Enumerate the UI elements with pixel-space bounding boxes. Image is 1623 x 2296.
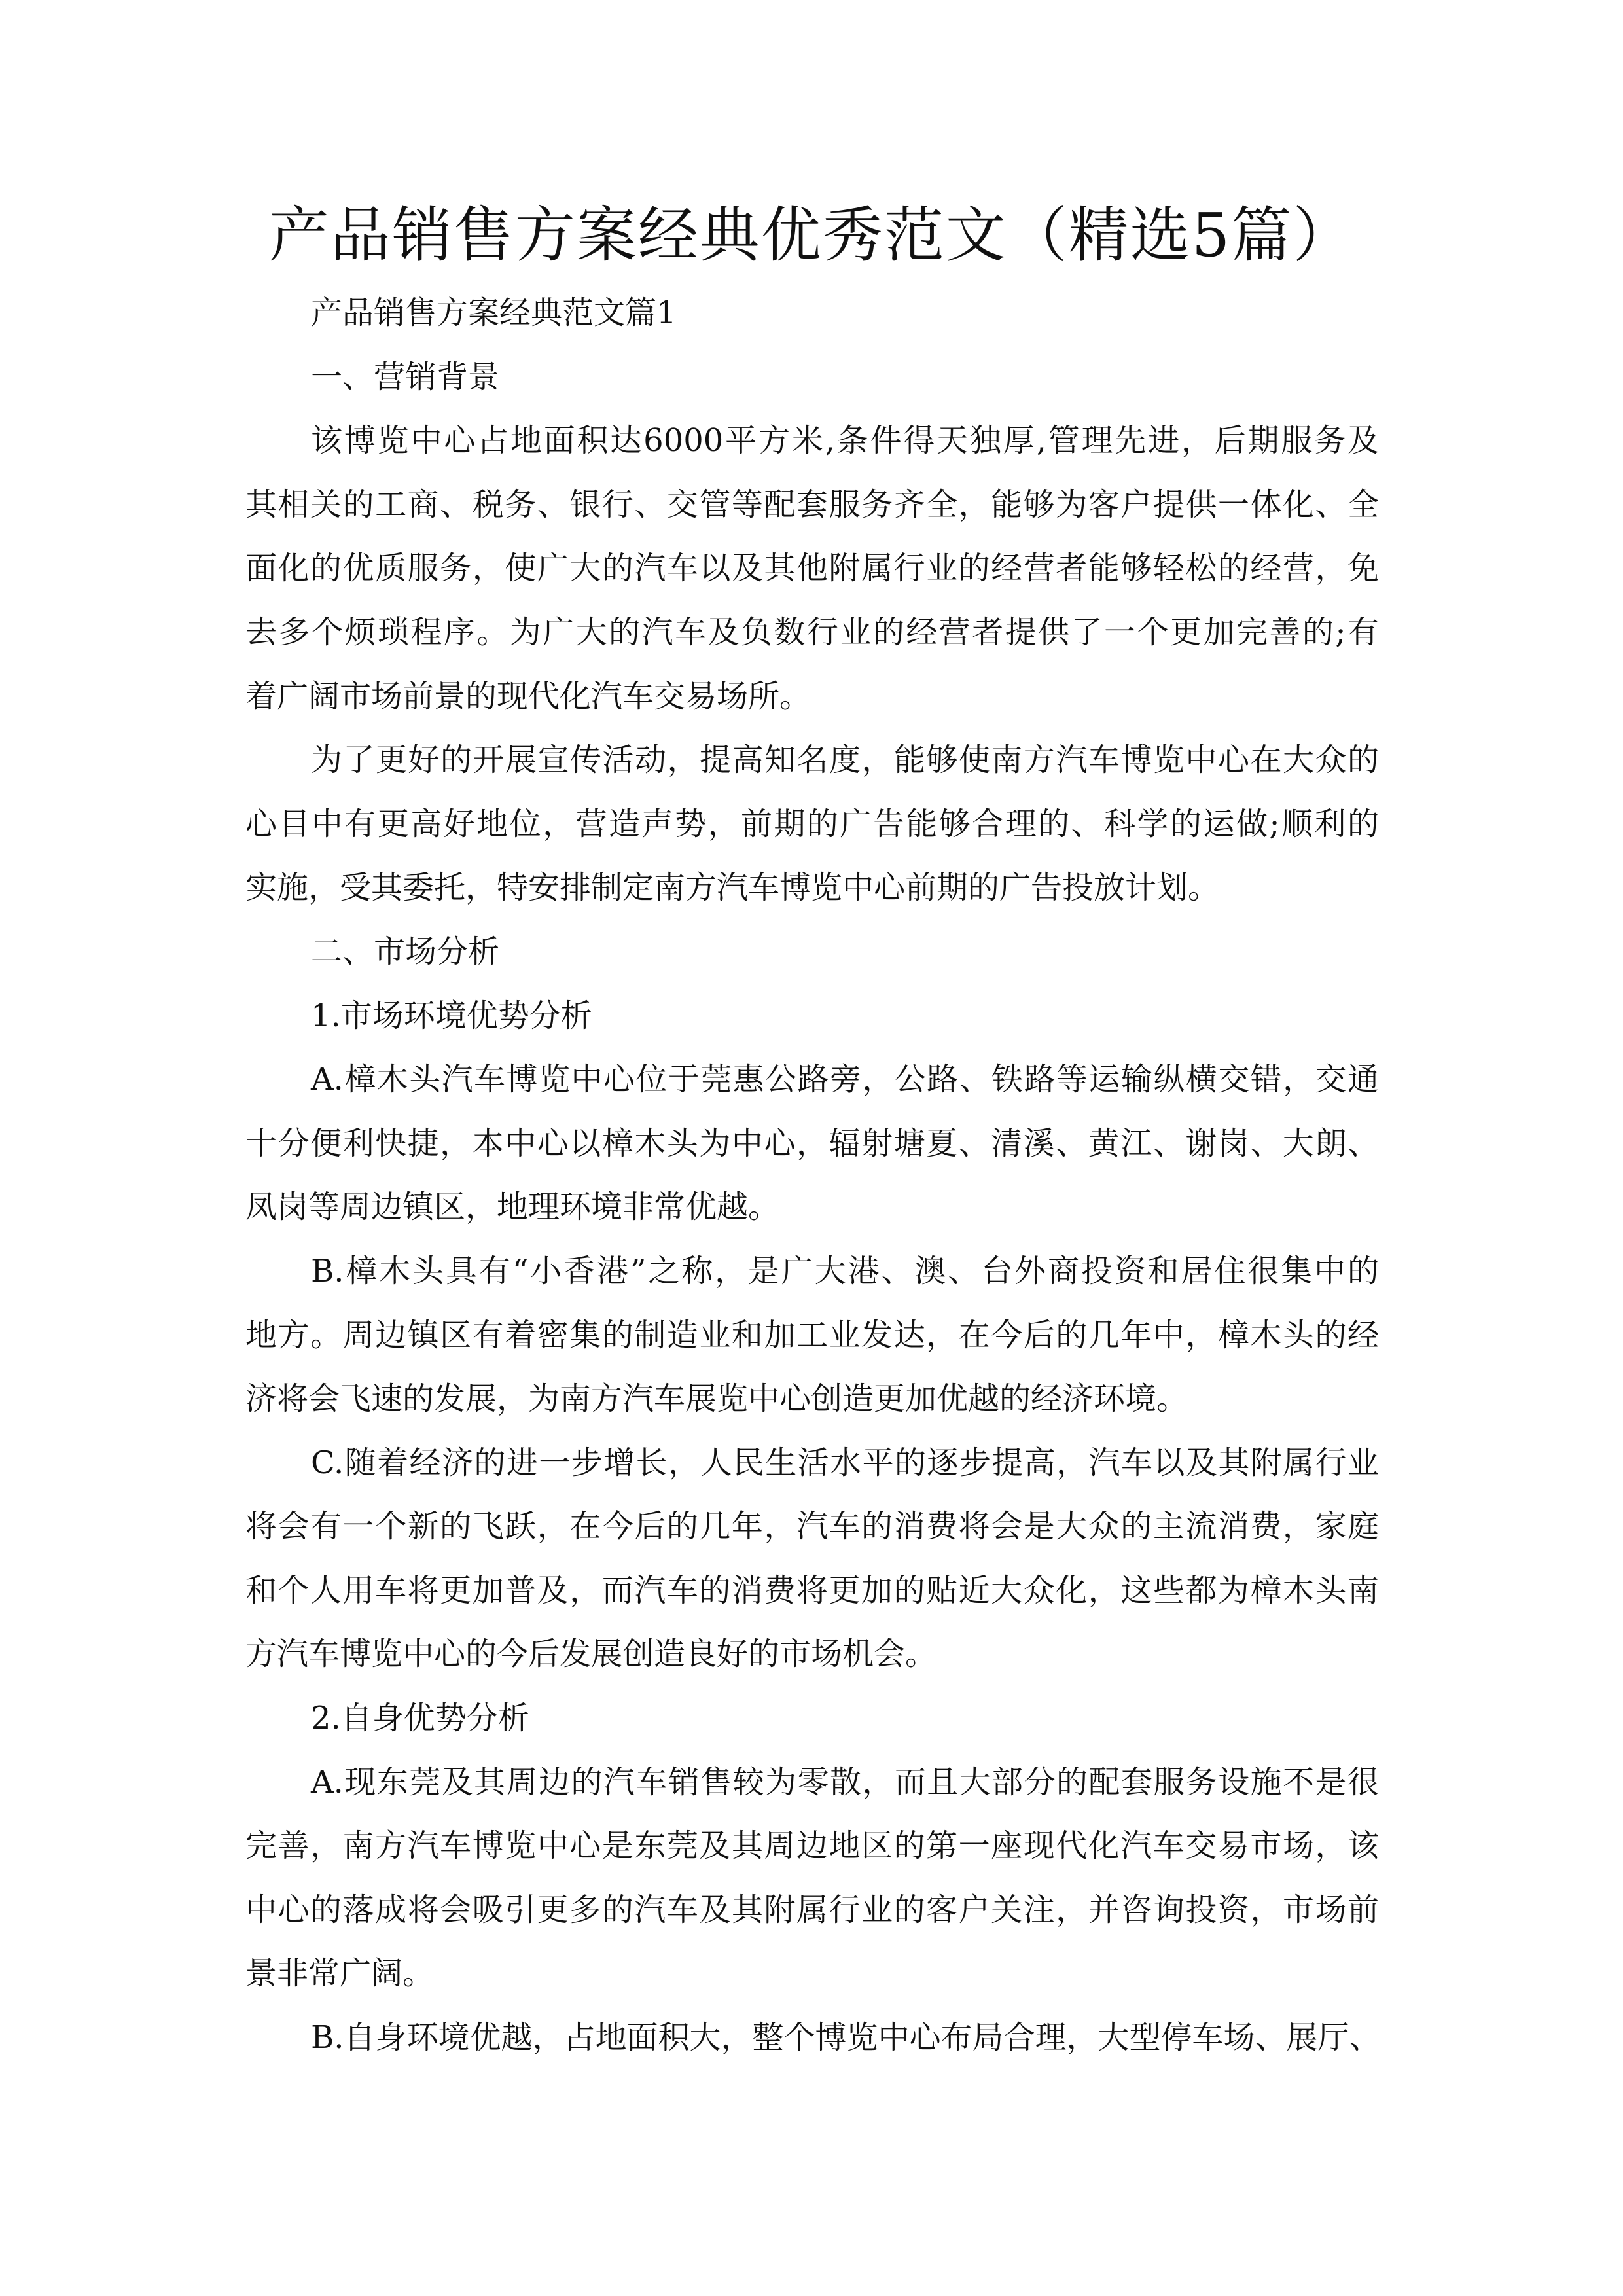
text-line: 二、市场分析 — [311, 933, 500, 970]
paragraph — [245, 728, 1379, 920]
text-line: 心目中有更高好地位，营造声势，前期的广告能够合理的、科学的运做;顺利的 — [245, 805, 1379, 842]
text-line: A.樟木头汽车博览中心位于莞惠公路旁，公路、铁路等运输纵横交错，交通 — [311, 1061, 1379, 1098]
text-line: 着广阔市场前景的现代化汽车交易场所。 — [245, 677, 812, 715]
text-line: C.随着经济的进一步增长，人民生活水平的逐步提高，汽车以及其附属行业 — [311, 1444, 1379, 1481]
paragraph — [245, 281, 1379, 346]
text-line: 为了更好的开展宣传活动，提高知名度，能够使南方汽车博览中心在大众的 — [311, 742, 1379, 779]
paragraph — [245, 984, 1379, 1049]
text-line: 地方。周边镇区有着密集的制造业和加工业发达，在今后的几年中，樟木头的经 — [245, 1316, 1379, 1354]
text-line: 方汽车博览中心的今后发展创造良好的市场机会。 — [245, 1636, 937, 1673]
text-line: 1.市场环境优势分析 — [311, 997, 592, 1034]
paragraph — [245, 1687, 1379, 1751]
paragraph — [245, 1240, 1379, 1431]
text-line: 和个人用车将更加普及，而汽车的消费将更加的贴近大众化，这些都为樟木头南 — [245, 1571, 1379, 1609]
paragraph — [245, 2006, 1379, 2070]
text-line: 面化的优质服务，使广大的汽车以及其他附属行业的经营者能够轻松的经营，免 — [245, 550, 1379, 587]
text-line: A.现东莞及其周边的汽车销售较为零散，而且大部分的配套服务设施不是很 — [311, 1763, 1379, 1801]
text-line: 产品销售方案经典范文篇1 — [311, 295, 677, 331]
text-line: 完善，南方汽车博览中心是东莞及其周边地区的第一座现代化汽车交易市场，该 — [245, 1827, 1379, 1865]
paragraph — [245, 1048, 1379, 1240]
paragraph — [245, 1431, 1379, 1687]
paragraph — [245, 920, 1379, 984]
text-line: 中心的落成将会吸引更多的汽车及其附属行业的客户关注，并咨询投资，市场前 — [245, 1891, 1379, 1928]
paragraph — [245, 409, 1379, 728]
document-body — [245, 281, 1379, 2070]
text-line: 一、营销背景 — [311, 358, 500, 395]
text-line: 该博览中心占地面积达6000平方米,条件得天独厚,管理先进，后期服务及 — [311, 422, 1379, 459]
text-line: 景非常广阔。 — [245, 1955, 435, 1992]
document-title: 产品销售方案经典优秀范文（精选5篇） — [268, 200, 1355, 270]
text-line: 十分便利快捷，本中心以樟木头为中心，辐射塘夏、清溪、黄江、谢岗、大朗、 — [245, 1124, 1379, 1162]
text-line: 将会有一个新的飞跃，在今后的几年，汽车的消费将会是大众的主流消费，家庭 — [245, 1508, 1379, 1545]
text-line: 凤岗等周边镇区，地理环境非常优越。 — [245, 1189, 780, 1226]
text-line: 去多个烦琐程序。为广大的汽车及负数行业的经营者提供了一个更加完善的;有 — [245, 613, 1379, 651]
text-line: 其相关的工商、税务、银行、交管等配套服务齐全，能够为客户提供一体化、全 — [245, 486, 1379, 523]
paragraph — [245, 346, 1379, 410]
text-line: B.樟木头具有“小香港”之称，是广大港、澳、台外商投资和居住很集中的 — [311, 1252, 1379, 1289]
text-line: B.自身环境优越，占地面积大，整个博览中心布局合理，大型停车场、展厅、 — [311, 2019, 1381, 2056]
text-line: 实施，受其委托，特安排制定南方汽车博览中心前期的广告投放计划。 — [245, 869, 1220, 906]
text-line: 济将会飞速的发展，为南方汽车展览中心创造更加优越的经济环境。 — [245, 1380, 1188, 1418]
paragraph — [245, 1751, 1379, 2006]
text-line: 2.自身优势分析 — [311, 1700, 529, 1737]
